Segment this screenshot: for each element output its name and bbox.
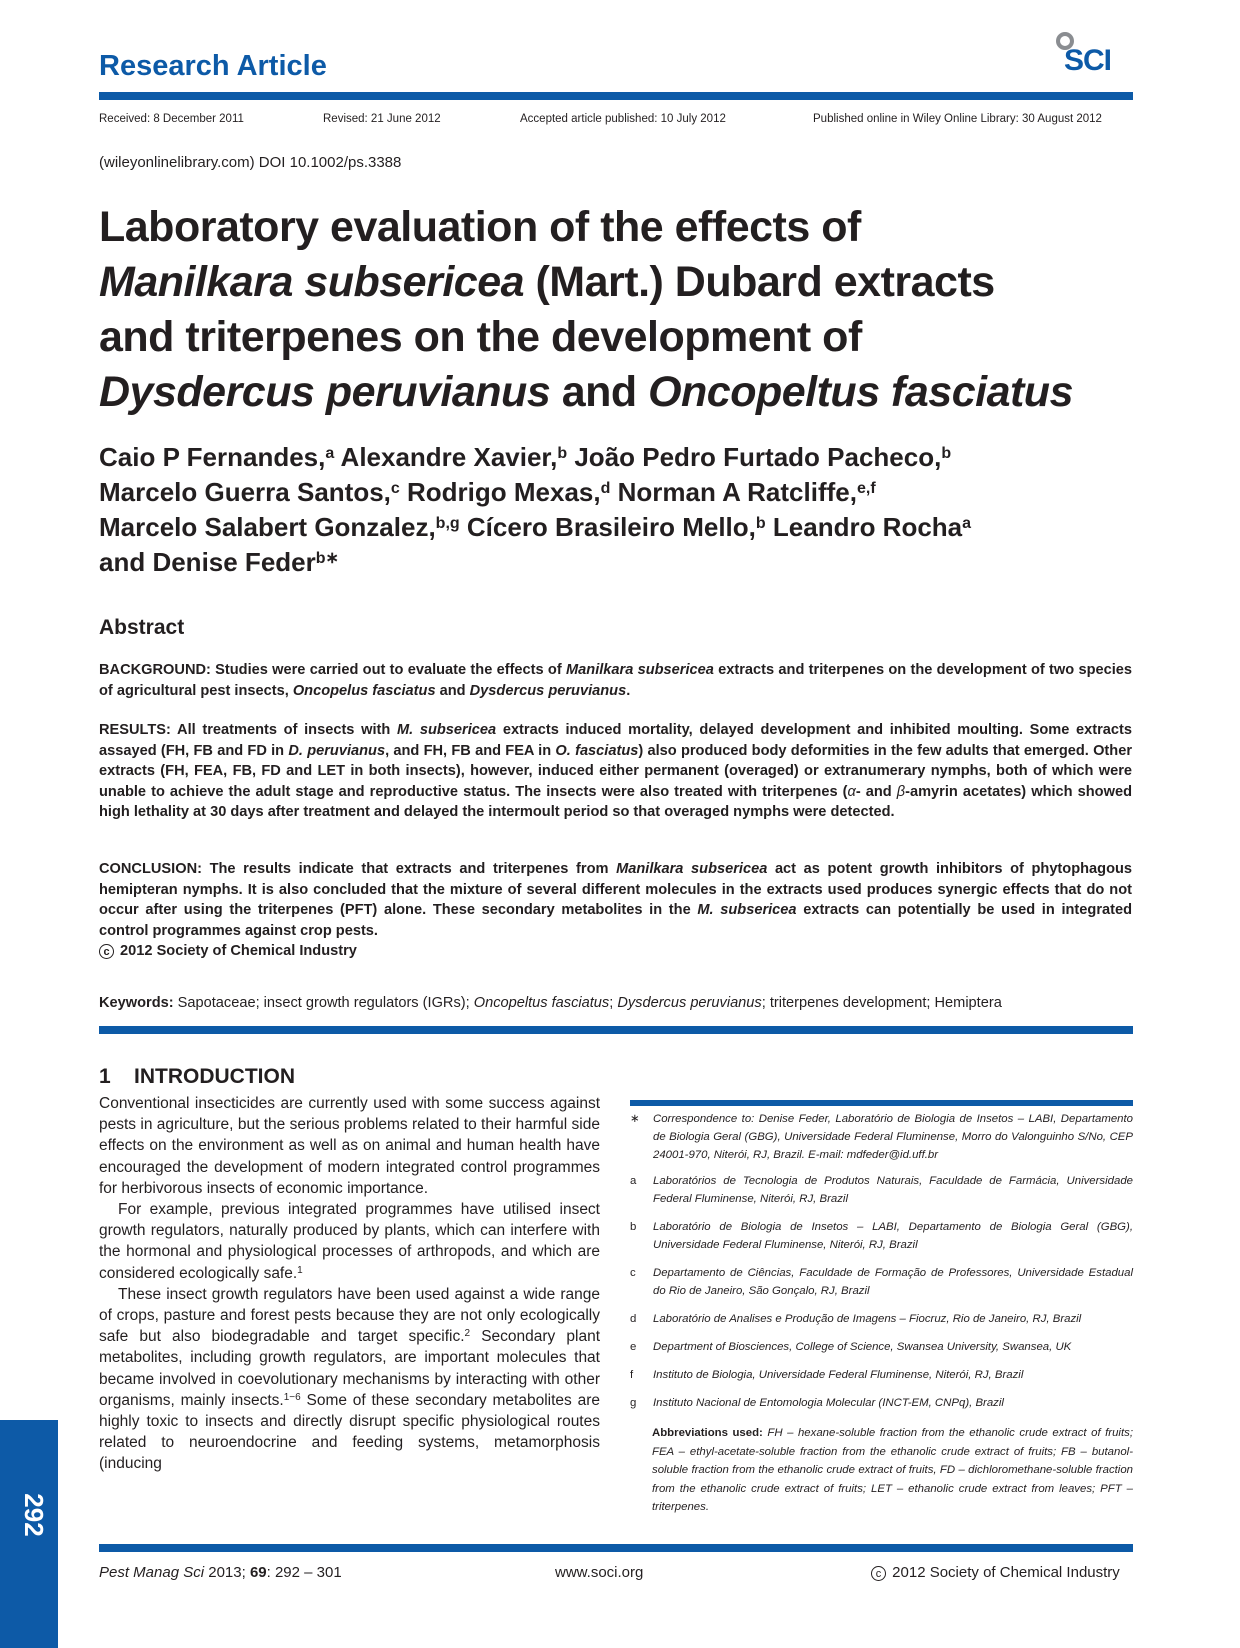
abstract-text: ) also produced body deformities in the few adults that emerged. Other extracts (FH, FEA, FB, FD and LET in both insects), however, induced either permanent (overaged) or extranumerary nymphs, both of which were unable to achieve the adult stage and reproductive status. The insects were also treated with triterpenes ( [99, 742, 1132, 800]
footer-copyright [871, 1564, 1120, 1581]
author-line-4 [99, 545, 1159, 580]
greek-alpha: α [847, 783, 856, 800]
author-name: Rodrigo Mexas, [399, 477, 601, 507]
species-name: Manilkara subsericea [616, 861, 768, 877]
paragraph-text: For example, previous integrated programmes have utilised insect growth regulators, naturally produced by plants, which can interfere with the hormonal and physiological processes of arthropods, and which are considered ecologically safe. [99, 1201, 600, 1282]
journal-website-link[interactable]: www.soci.org [555, 1564, 644, 1581]
author-name: João Pedro Furtado Pacheco, [567, 442, 942, 472]
article-type-label: Research Article [99, 50, 327, 82]
footnote-affiliation [630, 1394, 1133, 1412]
author-affiliation: d [600, 480, 611, 497]
journal-citation [99, 1564, 342, 1581]
title-species-2: Dysdercus peruvianus [99, 368, 551, 416]
footnote-text: Laboratório de Analises e Produção de Imagens – Fiocruz, Rio de Janeiro, RJ, Brazil [653, 1313, 1082, 1325]
abstract-text: extracts can potentially be used in integrated control programmes against crop pests. [99, 902, 1133, 939]
citation-ref[interactable]: 2 [464, 1328, 471, 1340]
abstract-text: and [435, 682, 470, 699]
species-name: M. subsericea [396, 722, 497, 738]
abstract-text: act as potent growth inhibitors of phytophagous hemipteran nymphs. It is also concluded that the mixture of several different molecules in the extracts used produces synergic effects that do not occur after using the triterpenes (PFT) alone. These secondary metabolites in the [99, 861, 1133, 918]
author-name: Norman A Ratcliffe, [610, 477, 857, 507]
greek-beta: β [896, 783, 906, 800]
journal-volume: 69 [249, 1564, 267, 1581]
title-line-4 [99, 365, 1149, 420]
author-affiliation: c [390, 480, 400, 497]
introduction-heading: 1 INTRODUCTION [99, 1065, 296, 1088]
abstract-text: - and [855, 783, 897, 800]
species-name: D. peruvianus [288, 742, 386, 759]
keywords-label: Keywords: [99, 995, 174, 1011]
copyright-icon: c [99, 944, 114, 959]
author-line-2 [99, 475, 1159, 510]
footnote-affiliation [630, 1218, 1133, 1254]
article-title [99, 200, 1149, 420]
title-and: and [550, 368, 649, 416]
journal-year: 2013; [204, 1564, 250, 1581]
footnote-text: Instituto Nacional de Entomologia Molecular (INCT-EM, CNPq), Brazil [653, 1397, 1004, 1409]
doi[interactable]: (wileyonlinelibrary.com) DOI 10.1002/ps.3388 [99, 154, 402, 171]
footnote-affiliation [630, 1366, 1133, 1384]
keyword-text: ; [609, 995, 618, 1011]
introduction-body [99, 1093, 600, 1475]
received-date: Received: 8 December 2011 [99, 113, 244, 125]
footnote-text: Instituto de Biologia, Universidade Federal Fluminense, Niterói, RJ, Brazil [653, 1369, 1024, 1381]
paragraph-text: Some of these secondary metabolites are highly toxic to insects and directly disrupt specific physiological routes related to neuroendocrine and feeding systems, metamorphosis (inducing [99, 1391, 600, 1473]
author-affiliation: b [557, 445, 568, 462]
footnote-text: Departamento de Ciências, Faculdade de Formação de Professores, Universidade Estadual do Rio de Janeiro, São Gonçalo, RJ, Brazil [653, 1267, 1133, 1297]
published-date: Published online in Wiley Online Library: 30 August 2012 [813, 113, 1102, 125]
header-rule [99, 92, 1133, 100]
abstract-text: CONCLUSION: The results indicate that extracts and triterpenes from [99, 861, 617, 877]
paragraph-text: These insect growth regulators have been used against a wide range of crops, pasture and forest pests because they are not only ecologically safe but also biodegradable and target specific. [99, 1285, 600, 1346]
abstract-conclusion [99, 859, 1132, 962]
footnote-label: f [630, 1369, 634, 1381]
author-name: Marcelo Salabert Gonzalez, [99, 512, 436, 542]
abstract-copyright: 2012 Society of Chemical Industry [116, 943, 357, 959]
abstract-text: , and FH, FB and FEA in [385, 742, 556, 759]
species-name: M. subsericea [697, 902, 797, 918]
abstract-text: extracts induced mortality, delayed development and inhibited moulting. Some extracts assayed (FH, FB and FD in [99, 722, 1133, 759]
footnote-correspondence [630, 1110, 1133, 1164]
abbreviations [652, 1424, 1133, 1517]
footnote-label: g [630, 1397, 637, 1409]
footnote-label: c [630, 1267, 636, 1279]
accepted-date: Accepted article published: 10 July 2012 [520, 113, 726, 125]
intro-paragraph-3 [99, 1284, 600, 1475]
intro-paragraph-1: Conventional insecticides are currently used with some success against pests in agriculture, but the serious problems related to their harmful side effects on the environment as well as on animal and human health have encouraged the development of modern integrated control programmes for herbivorous insects of economic importance. [99, 1095, 600, 1197]
author-name: Alexandre Xavier, [334, 442, 558, 472]
author-line-1 [99, 440, 1159, 475]
footnote-text: Laboratório de Biologia de Insetos – LABI, Departamento de Biologia Geral (GBG), Universidade Federal Fluminense, Niterói, RJ, Brazil [653, 1221, 1133, 1251]
title-line-3: and triterpenes on the development of [99, 313, 862, 361]
footnote-affiliation [630, 1264, 1133, 1300]
intro-paragraph-2 [99, 1199, 600, 1284]
author-name: Marcelo Guerra Santos, [99, 477, 391, 507]
copyright-text: 2012 Society of Chemical Industry [892, 1564, 1120, 1581]
footnote-label: e [630, 1341, 637, 1353]
keywords [99, 995, 1149, 1011]
citation-ref[interactable]: 1 [297, 1264, 303, 1276]
abstract-text: extracts and triterpenes on the development of two species of agricultural pest insects, [99, 662, 1133, 699]
abstract-text: BACKGROUND: Studies were carried out to evaluate the effects of [99, 662, 566, 678]
abstract-text: -amyrin acetates) which showed high lethality at 30 days after treatment and delayed the intermoult period so that overaged nymphs were detected. [99, 783, 1132, 820]
footer-rule [99, 1544, 1133, 1552]
author-affiliation: a [962, 515, 972, 532]
keyword-text: ; triterpenes development; Hemiptera [761, 995, 1002, 1011]
journal-name: Pest Manag Sci [99, 1564, 205, 1581]
paragraph-text: Secondary plant metabolites, including growth regulators, are important molecules that became involved in coevolutionary mechanisms by interacting with other organisms, mainly insects. [99, 1328, 600, 1409]
keyword-text: Sapotaceae; insect growth regulators (IGRs); [173, 995, 474, 1011]
author-affiliation: a [325, 445, 335, 462]
title-species-1: Manilkara subsericea [99, 258, 525, 306]
logo-text: SCI [1064, 44, 1112, 77]
abbreviations-text: FH – hexane-soluble fraction from the ethanolic crude extract of fruits; FEA – ethyl-acetate-soluble fraction from the ethanolic crude extract of fruits; FB – butanol-soluble fraction from the ethanolic crude extract of fruits, FD – dichloromethane-soluble fraction from the ethanolic crude extract of fruits; LET – ethanolic crude extract from leaves; PFT – triterpenes. [652, 1427, 1133, 1513]
abstract-background [99, 660, 1132, 701]
abbreviations-label: Abbreviations used: [652, 1427, 763, 1439]
citation-ref[interactable]: 1−6 [283, 1391, 301, 1403]
footnote-affiliation [630, 1172, 1133, 1208]
species-name: O. fasciatus [555, 742, 639, 759]
author-list [99, 440, 1159, 580]
footnote-affiliation [630, 1310, 1133, 1328]
species-name: Oncopelus fasciatus [292, 682, 436, 699]
footnote-label: d [630, 1313, 637, 1325]
copyright-icon: c [871, 1566, 886, 1581]
footnote-text: Correspondence to: Denise Feder, Laboratório de Biologia de Insetos – LABI, Departamento de Biologia Geral (GBG), Universidade Federal Fluminense, Morro do Valonguinho S/No, CEP 24001-970, Niterói, RJ, Brazil. E-mail: mdfeder@id.uff.br [653, 1113, 1133, 1161]
author-affiliation: b [755, 515, 766, 532]
footnote-text: Laboratórios de Tecnologia de Produtos Naturais, Faculdade de Farmácia, Universidade Federal Fluminense, Niterói, RJ, Brazil [653, 1175, 1133, 1205]
keyword-species: Dysdercus peruvianus [617, 995, 762, 1011]
author-name: Leandro Rocha [765, 512, 963, 542]
revised-date: Revised: 21 June 2012 [323, 113, 441, 125]
author-line-3 [99, 510, 1159, 545]
footnote-affiliation [630, 1338, 1133, 1356]
keyword-species: Oncopeltus fasciatus [473, 995, 610, 1011]
footnote-label: a [630, 1175, 637, 1187]
author-affiliation: b∗ [315, 550, 339, 567]
author-affiliation: e,f [856, 480, 876, 497]
footnote-text: Department of Biosciences, College of Science, Swansea University, Swansea, UK [653, 1341, 1072, 1353]
author-name: Caio P Fernandes, [99, 442, 326, 472]
abstract-rule [99, 1026, 1133, 1034]
species-name: Manilkara subsericea [566, 662, 714, 678]
footnote-rule [630, 1100, 1133, 1106]
abstract-heading: Abstract [99, 616, 185, 639]
abstract-text: . [626, 682, 631, 699]
abstract-results [99, 720, 1132, 823]
title-line-2 [99, 255, 1149, 310]
author-name: Cícero Brasileiro Mello, [459, 512, 756, 542]
abstract-text: RESULTS: All treatments of insects with [99, 722, 397, 738]
title-line-2-rest: (Mart.) Dubard extracts [524, 258, 995, 306]
journal-pages: : 292 – 301 [266, 1564, 342, 1581]
title-species-3: Oncopeltus fasciatus [648, 368, 1073, 416]
title-line-1: Laboratory evaluation of the effects of [99, 203, 861, 251]
species-name: Dysdercus peruvianus [469, 682, 627, 699]
footnote-label: b [630, 1221, 637, 1233]
author-name: and Denise Feder [99, 547, 316, 577]
author-affiliation: b,g [435, 515, 460, 532]
sci-logo [1048, 28, 1134, 84]
footnote-label: ∗ [630, 1113, 640, 1125]
author-affiliation: b [941, 445, 952, 462]
page-number: 292 [19, 1493, 49, 1537]
